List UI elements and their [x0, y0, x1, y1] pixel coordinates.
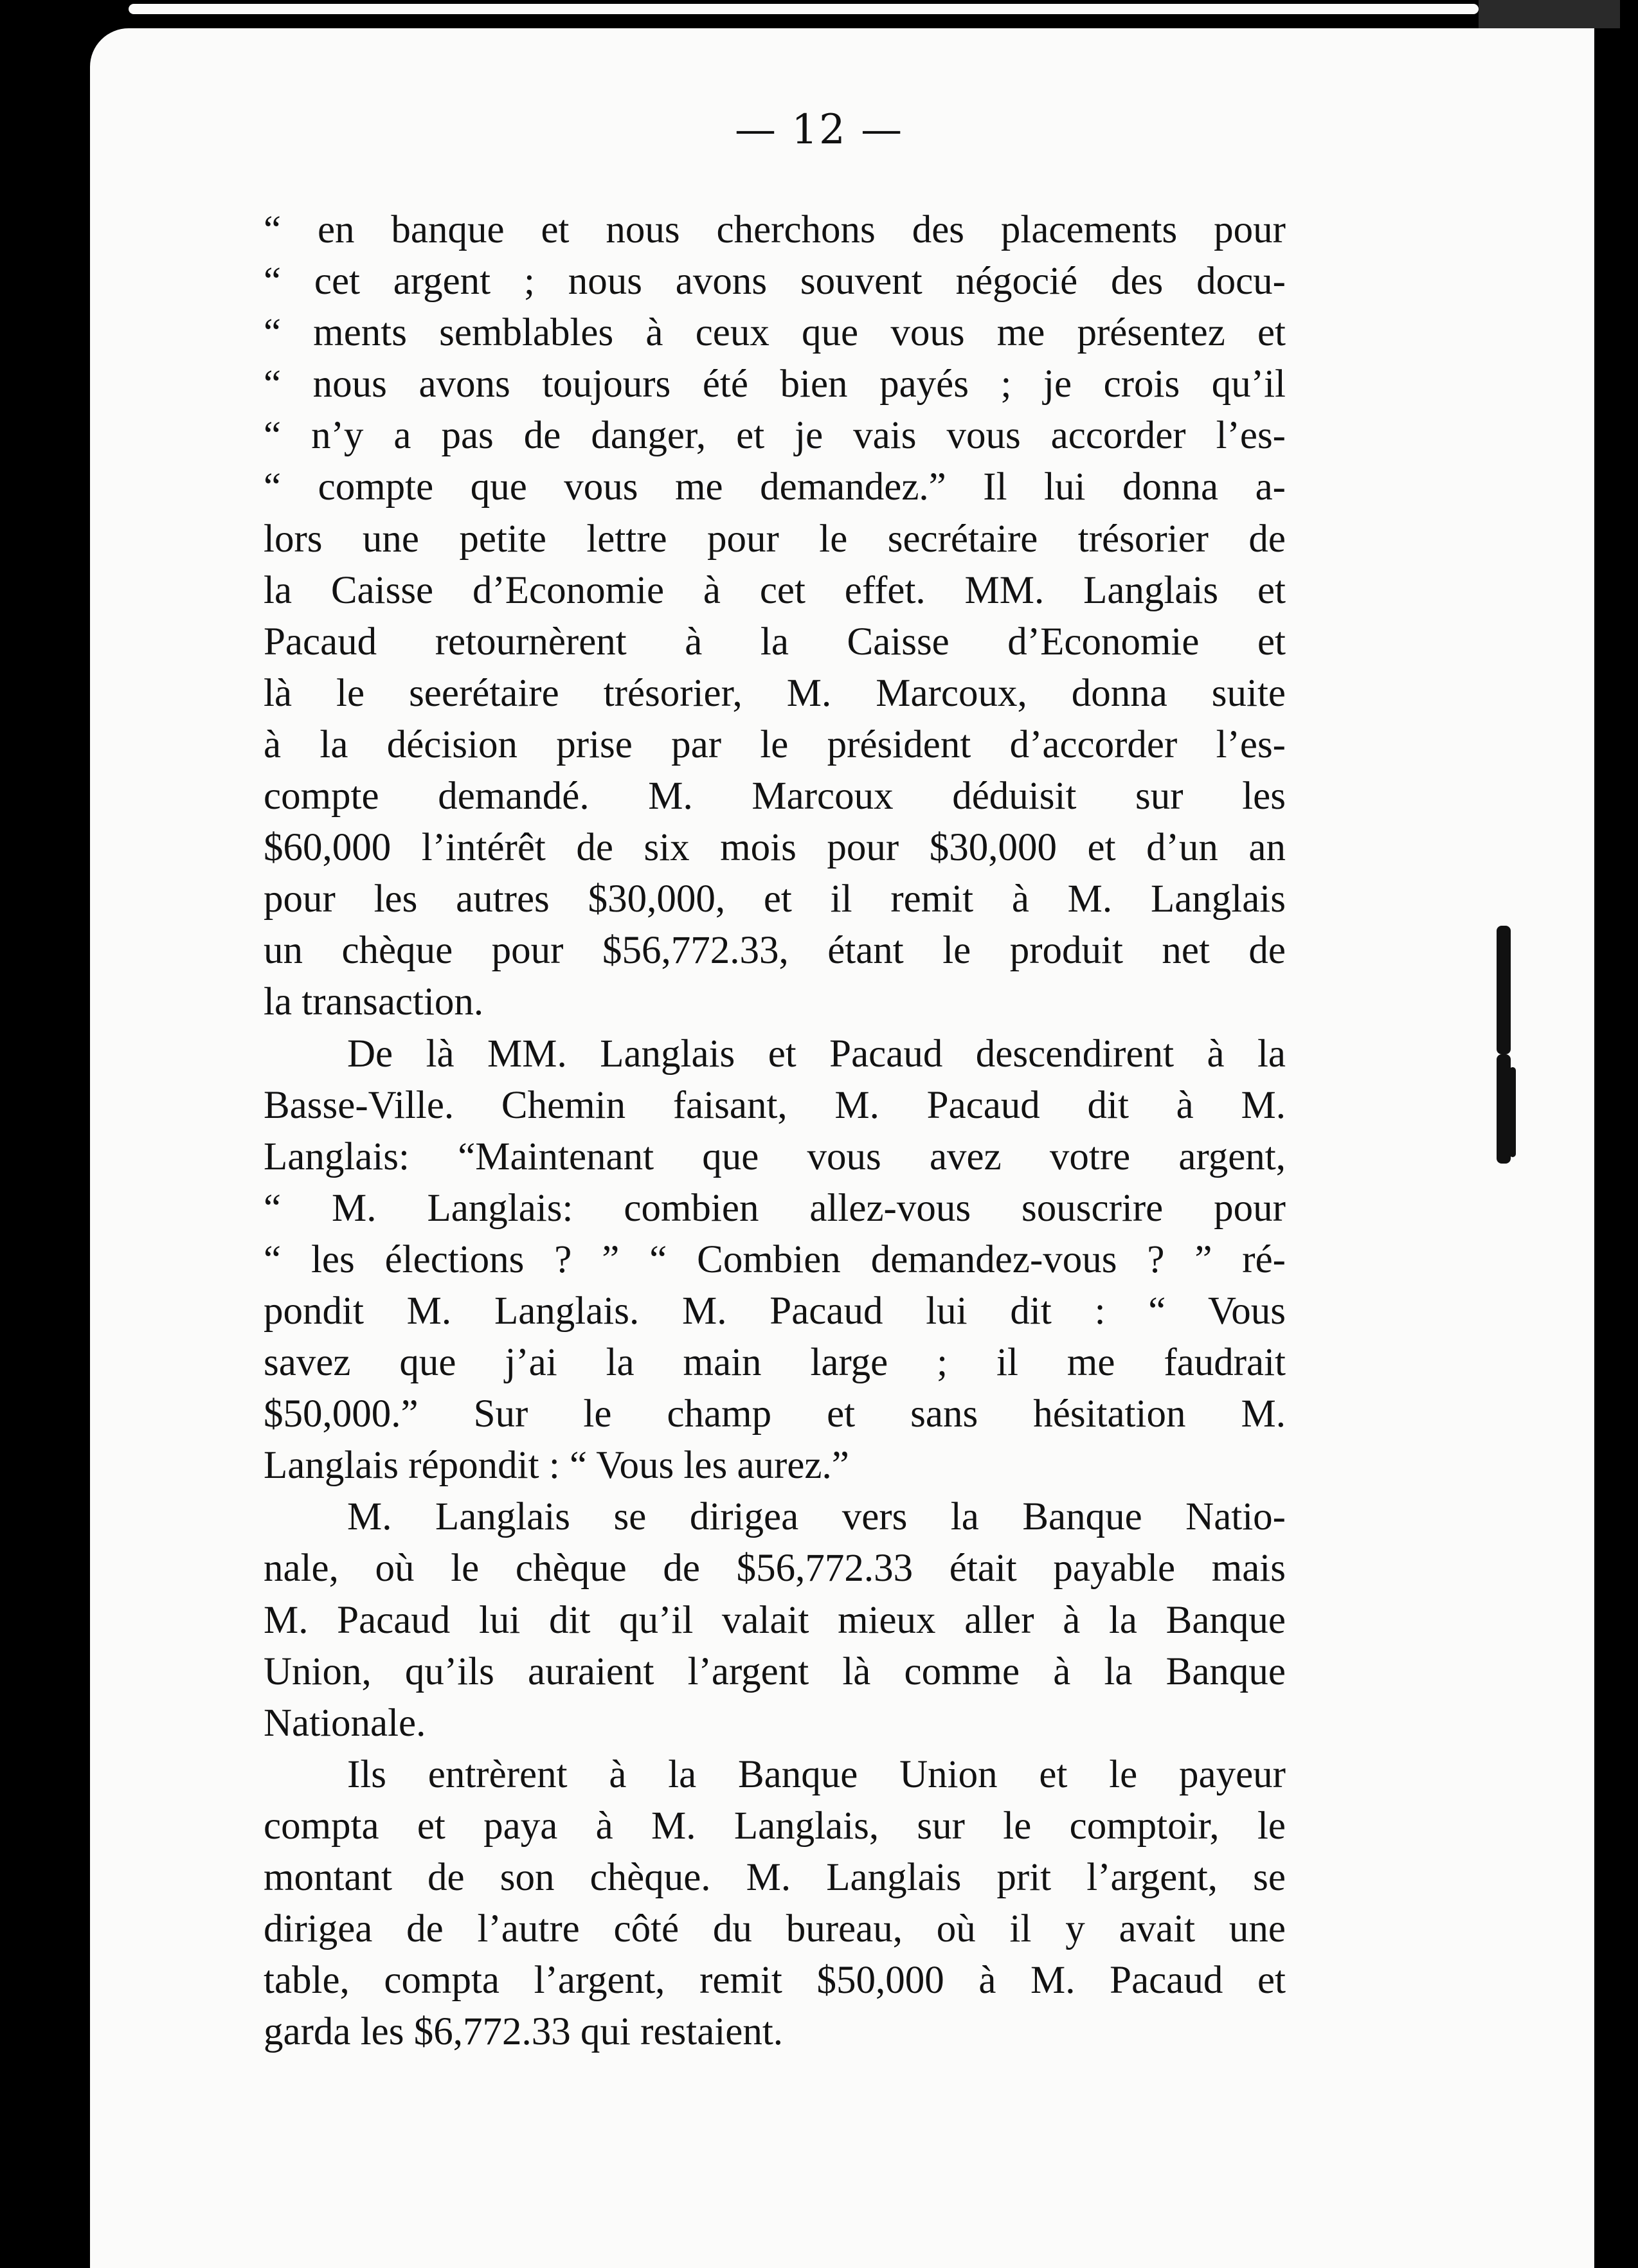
text-line: “ compte que vous me demandez.” Il lui donna a- — [264, 465, 1286, 509]
text-line: dirigea de l’autre côté du bureau, où il y avait une — [264, 1907, 1286, 1951]
binding-mark — [1509, 1067, 1516, 1157]
text-line: Basse-Ville. Chemin faisant, M. Pacaud dit à M. — [264, 1083, 1286, 1127]
page-corner-shadow — [1479, 0, 1620, 28]
text-line: Langlais répondit : “ Vous les aurez.” — [264, 1444, 849, 1488]
text-line: Union, qu’ils auraient l’argent là comme à la Banque — [264, 1650, 1286, 1693]
text-line: pondit M. Langlais. M. Pacaud lui dit : “ Vous — [264, 1289, 1286, 1333]
text-line: lors une petite lettre pour le secrétaire trésorier de — [264, 517, 1286, 561]
text-line: savez que j’ai la main large ; il me faudrait — [264, 1341, 1286, 1385]
text-line: Langlais: “Maintenant que vous avez votre argent, — [264, 1135, 1286, 1178]
text-line: garda les $6,772.33 qui restaient. — [264, 2010, 784, 2054]
text-line: “ cet argent ; nous avons souvent négocié des docu- — [264, 260, 1286, 303]
text-line: un chèque pour $56,772.33, étant le produit net de — [264, 929, 1286, 973]
text-line: à la décision prise par le président d’accorder l’es- — [264, 723, 1286, 766]
text-line: compta et paya à M. Langlais, sur le comptoir, le — [264, 1804, 1286, 1848]
page-number: — 12 — — [734, 106, 904, 154]
text-line: Nationale. — [264, 1701, 426, 1745]
binding-mark — [1497, 926, 1511, 1054]
text-line: $60,000 l’intérêt de six mois pour $30,000 et d’un an — [264, 826, 1286, 870]
text-line: nale, où le chèque de $56,772.33 était payable mais — [264, 1547, 1286, 1590]
text-line: la Caisse d’Economie à cet effet. MM. Langlais et — [264, 568, 1286, 612]
text-line: M. Langlais se dirigea vers la Banque Natio- — [347, 1495, 1286, 1539]
text-line: M. Pacaud lui dit qu’il valait mieux aller à la Banque — [264, 1598, 1286, 1642]
text-line: table, compta l’argent, remit $50,000 à M. Pacaud et — [264, 1959, 1286, 2003]
body-text — [264, 204, 1286, 2058]
page-top-edge — [129, 4, 1479, 14]
text-line: “ ments semblables à ceux que vous me présentez et — [264, 311, 1286, 355]
text-line: “ nous avons toujours été bien payés ; je crois qu’il — [264, 363, 1286, 406]
text-line: Ils entrèrent à la Banque Union et le payeur — [347, 1752, 1286, 1796]
text-line: $50,000.” Sur le champ et sans hésitation M. — [264, 1392, 1286, 1436]
text-line: “ M. Langlais: combien allez-vous souscrire pour — [264, 1186, 1286, 1230]
text-line: pour les autres $30,000, et il remit à M. Langlais — [264, 878, 1286, 921]
text-line: “ les élections ? ” “ Combien demandez-vous ? ” ré- — [264, 1238, 1286, 1281]
text-line: “ n’y a pas de danger, et je vais vous accorder l’es- — [264, 414, 1286, 458]
text-line: là le seerétaire trésorier, M. Marcoux, donna suite — [264, 671, 1286, 715]
text-line: Pacaud retournèrent à la Caisse d’Economie et — [264, 620, 1286, 663]
text-line: De là MM. Langlais et Pacaud descendirent à la — [347, 1032, 1286, 1076]
text-line: la transaction. — [264, 980, 484, 1024]
text-line: montant de son chèque. M. Langlais prit l’argent, se — [264, 1856, 1286, 1899]
binding-mark — [1497, 1054, 1511, 1164]
text-line: “ en banque et nous cherchons des placements pour — [264, 208, 1286, 251]
text-line: compte demandé. M. Marcoux déduisit sur les — [264, 775, 1286, 818]
